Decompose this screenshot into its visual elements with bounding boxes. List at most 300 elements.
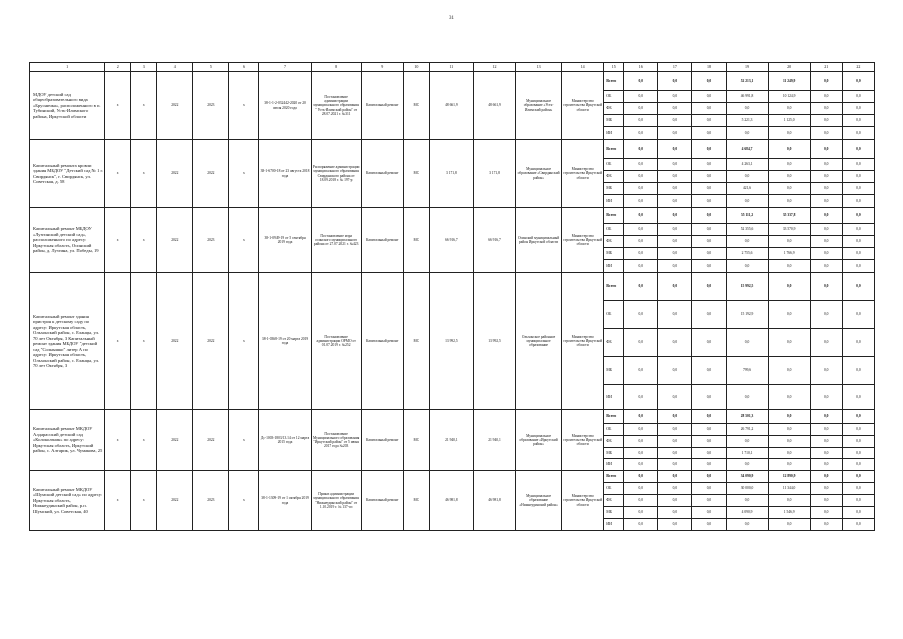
amount-cell: 0,0 xyxy=(842,159,874,171)
amount-cell: 0,0 xyxy=(726,260,768,273)
amount-cell: 0,0 xyxy=(658,171,692,183)
amount-cell: 799,6 xyxy=(726,357,768,385)
end-year: 2022 xyxy=(193,410,229,471)
amount-cell: 0,0 xyxy=(658,357,692,385)
col-2: х xyxy=(105,140,131,208)
header-cell: 15 xyxy=(604,63,624,72)
amount-cell: 0,0 xyxy=(768,410,810,424)
amount-cell: 0,0 xyxy=(624,91,658,103)
header-cell: 18 xyxy=(692,63,726,72)
investment-program-table xyxy=(29,62,875,531)
header-cell: 3 xyxy=(131,63,157,72)
amount-cell: 0,0 xyxy=(692,448,726,459)
estimated-cost: 48 661,9 xyxy=(429,72,473,140)
table-row xyxy=(30,273,875,301)
ownership-form: МС xyxy=(403,471,429,531)
amount-cell: 11 344,0 xyxy=(768,483,810,495)
amount-cell: 0,0 xyxy=(658,115,692,127)
amount-cell: 0,0 xyxy=(810,159,842,171)
amount-cell: 0,0 xyxy=(658,385,692,410)
funding-source: ФБ xyxy=(604,436,624,448)
amount-cell: 0,0 xyxy=(768,329,810,357)
object-name: Капитальный ремонт МКДОУ Алдарасский детский сад «Колокольчик» по адресу: Иркутская область, Иркутский район, с. Алтарик, ул. Чумакова, 25 xyxy=(30,410,105,471)
col-6: х xyxy=(229,140,259,208)
amount-cell: 15 992,5 xyxy=(726,273,768,301)
work-type: Капитальный ремонт xyxy=(361,410,403,471)
amount-cell: 1 710,1 xyxy=(726,448,768,459)
amount-cell: 0,0 xyxy=(658,72,692,91)
start-year: 2022 xyxy=(157,140,193,208)
amount-cell: 0,0 xyxy=(624,236,658,248)
remaining-cost: 3 171,8 xyxy=(473,140,515,208)
start-year: 2022 xyxy=(157,273,193,410)
amount-cell: 0,0 xyxy=(692,260,726,273)
amount-cell: 0,0 xyxy=(692,424,726,436)
amount-cell: 0,0 xyxy=(768,140,810,159)
amount-cell: 0,0 xyxy=(658,248,692,260)
remaining-cost: 21 940,1 xyxy=(473,410,515,471)
amount-cell: 0,0 xyxy=(842,224,874,236)
amount-cell: 0,0 xyxy=(658,183,692,195)
amount-cell: 0,0 xyxy=(624,195,658,208)
amount-cell: 0,0 xyxy=(658,424,692,436)
amount-cell: 0,0 xyxy=(810,507,842,519)
amount-cell: 0,0 xyxy=(810,248,842,260)
amount-cell: 0,0 xyxy=(842,260,874,273)
amount-cell: 0,0 xyxy=(692,507,726,519)
table-row xyxy=(30,471,875,483)
start-year: 2022 xyxy=(157,410,193,471)
amount-cell: 0,0 xyxy=(842,471,874,483)
amount-cell: 35 337,8 xyxy=(768,208,810,224)
funding-source: МБ xyxy=(604,448,624,459)
amount-cell: 0,0 xyxy=(624,248,658,260)
end-year: 2023 xyxy=(193,208,229,273)
amount-cell: 0,0 xyxy=(810,140,842,159)
amount-cell: 0,0 xyxy=(658,127,692,140)
amount-cell: 0,0 xyxy=(658,471,692,483)
estimated-cost: 3 171,8 xyxy=(429,140,473,208)
amount-cell: 0,0 xyxy=(810,519,842,531)
amount-cell: 0,0 xyxy=(692,208,726,224)
funding-source: МБ xyxy=(604,248,624,260)
amount-cell: 0,0 xyxy=(624,103,658,115)
amount-cell: 0,0 xyxy=(810,459,842,471)
customer: Муниципальное образование «Нижнеудинский район» xyxy=(516,471,562,531)
amount-cell: 0,0 xyxy=(624,483,658,495)
amount-cell: 0,0 xyxy=(768,195,810,208)
amount-cell: 4 684,7 xyxy=(726,140,768,159)
amount-cell: 0,0 xyxy=(692,329,726,357)
expertise-conclusion: Дс-1003-1803/13.14 от 12 марта 2015 года xyxy=(259,410,311,471)
col-2: х xyxy=(105,471,131,531)
decision-document: Приказ администрации муниципального образования "Нижнеудинский район" от 1.10.2019 г. № 137-сп xyxy=(311,471,361,531)
col-6: х xyxy=(229,410,259,471)
amount-cell: 55 111,2 xyxy=(726,208,768,224)
funding-source: ИИ xyxy=(604,195,624,208)
amount-cell: 0,0 xyxy=(768,519,810,531)
header-cell: 20 xyxy=(768,63,810,72)
amount-cell: 0,0 xyxy=(624,224,658,236)
amount-cell: 0,0 xyxy=(692,385,726,410)
amount-cell: 0,0 xyxy=(810,273,842,301)
ownership-form: МС xyxy=(403,410,429,471)
amount-cell: 0,0 xyxy=(842,483,874,495)
amount-cell: 0,0 xyxy=(842,115,874,127)
amount-cell: 0,0 xyxy=(726,171,768,183)
amount-cell: 0,0 xyxy=(692,236,726,248)
amount-cell: 0,0 xyxy=(658,103,692,115)
amount-cell: 0,0 xyxy=(624,410,658,424)
expertise-conclusion: 38-1-6700-18 от 23 августа 2018 года xyxy=(259,140,311,208)
funding-source: ФБ xyxy=(604,236,624,248)
amount-cell: 0,0 xyxy=(810,357,842,385)
amount-cell: 52 213,1 xyxy=(726,72,768,91)
amount-cell: 0,0 xyxy=(810,436,842,448)
amount-cell: 0,0 xyxy=(624,171,658,183)
funding-source: МБ xyxy=(604,115,624,127)
amount-cell: 0,0 xyxy=(810,483,842,495)
amount-cell: 0,0 xyxy=(658,236,692,248)
ownership-form: МС xyxy=(403,72,429,140)
amount-cell: 0,0 xyxy=(692,495,726,507)
amount-cell: 0,0 xyxy=(810,103,842,115)
amount-cell: 0,0 xyxy=(842,519,874,531)
funding-source: Всего xyxy=(604,410,624,424)
amount-cell: 52 355,6 xyxy=(726,224,768,236)
col-3: х xyxy=(131,471,157,531)
amount-cell: 0,0 xyxy=(842,183,874,195)
header-cell: 7 xyxy=(259,63,311,72)
funding-source: ОБ xyxy=(604,301,624,329)
amount-cell: 0,0 xyxy=(842,103,874,115)
header-cell: 1 xyxy=(30,63,105,72)
funding-source: ОБ xyxy=(604,224,624,236)
amount-cell: 0,0 xyxy=(692,103,726,115)
amount-cell: 0,0 xyxy=(842,448,874,459)
amount-cell: 4 090,9 xyxy=(726,507,768,519)
amount-cell: 0,0 xyxy=(624,301,658,329)
amount-cell: 0,0 xyxy=(692,171,726,183)
funding-source: Всего xyxy=(604,471,624,483)
col-6: х xyxy=(229,72,259,140)
ownership-form: МС xyxy=(403,140,429,208)
header-cell: 22 xyxy=(842,63,874,72)
header-cell: 12 xyxy=(473,63,515,72)
funding-source: ИИ xyxy=(604,385,624,410)
amount-cell: 0,0 xyxy=(842,424,874,436)
funding-source: ОБ xyxy=(604,424,624,436)
amount-cell: 0,0 xyxy=(768,273,810,301)
amount-cell: 0,0 xyxy=(810,471,842,483)
amount-cell: 10 124,9 xyxy=(768,91,810,103)
col-3: х xyxy=(131,410,157,471)
ministry: Министерство строительства Иркутской области xyxy=(562,208,604,273)
remaining-cost: 13 992,5 xyxy=(473,273,515,410)
table-row xyxy=(30,72,875,91)
end-year: 2023 xyxy=(193,72,229,140)
amount-cell: 0,0 xyxy=(658,436,692,448)
amount-cell: 0,0 xyxy=(810,385,842,410)
header-cell: 2 xyxy=(105,63,131,72)
funding-source: ОБ xyxy=(604,483,624,495)
expertise-conclusion: 38-1-1309-19 от 1 октября 2019 года xyxy=(259,471,311,531)
amount-cell: 421,6 xyxy=(726,183,768,195)
amount-cell: 0,0 xyxy=(624,140,658,159)
amount-cell: 0,0 xyxy=(768,448,810,459)
amount-cell: 0,0 xyxy=(842,171,874,183)
amount-cell: 0,0 xyxy=(692,127,726,140)
amount-cell: 0,0 xyxy=(842,459,874,471)
funding-source: Всего xyxy=(604,208,624,224)
amount-cell: 0,0 xyxy=(726,519,768,531)
amount-cell: 0,0 xyxy=(692,159,726,171)
amount-cell: 0,0 xyxy=(624,448,658,459)
amount-cell: 26 791,2 xyxy=(726,424,768,436)
amount-cell: 0,0 xyxy=(810,424,842,436)
amount-cell: 0,0 xyxy=(658,195,692,208)
work-type: Капитальный ремонт xyxy=(361,471,403,531)
amount-cell: 0,0 xyxy=(624,72,658,91)
expertise-conclusion: 38-1-1-2-032442-2020 от 20 июля 2020 года xyxy=(259,72,311,140)
amount-cell: 1 125,0 xyxy=(768,115,810,127)
amount-cell: 0,0 xyxy=(768,183,810,195)
amount-cell: 0,0 xyxy=(692,436,726,448)
ownership-form: МС xyxy=(403,273,429,410)
object-name: Капитальный ремонт МБДОУ «Лузгинский детский сад», расположенного по адресу: Иркутская область, Осинский район, д. Лузгина, ул. Победы, 19 xyxy=(30,208,105,273)
ministry: Министерство строительства Иркутской области xyxy=(562,72,604,140)
object-name: Капитальный ремонт здания пристроя к детскому саду по адресу: Иркутская область, Ольхонский район, с. Еланцы, ул. 70 лет Октября, 3 Капитальный ремонт здания МБДОУ "детский сад "Солнышко" литер А по адресу: Иркутская область, Ольхонский район, с. Еланцы, ул. 70 лет Октября, 3 xyxy=(30,273,105,410)
amount-cell: 0,0 xyxy=(692,519,726,531)
amount-cell: 0,0 xyxy=(842,236,874,248)
amount-cell: 0,0 xyxy=(692,140,726,159)
customer: Осинский муниципальный район Иркутской области xyxy=(516,208,562,273)
amount-cell: 30 000,0 xyxy=(726,483,768,495)
funding-source: Всего xyxy=(604,72,624,91)
amount-cell: 0,0 xyxy=(842,357,874,385)
amount-cell: 0,0 xyxy=(658,301,692,329)
amount-cell: 0,0 xyxy=(658,159,692,171)
amount-cell: 0,0 xyxy=(768,385,810,410)
amount-cell: 0,0 xyxy=(726,103,768,115)
decision-document: Постановление администрации ОРМО от 01.07.2019 г. №252 xyxy=(311,273,361,410)
amount-cell: 0,0 xyxy=(842,329,874,357)
amount-cell: 0,0 xyxy=(658,208,692,224)
amount-cell: 0,0 xyxy=(842,248,874,260)
amount-cell: 0,0 xyxy=(658,273,692,301)
funding-source: МБ xyxy=(604,507,624,519)
amount-cell: 0,0 xyxy=(726,236,768,248)
amount-cell: 0,0 xyxy=(726,329,768,357)
funding-source: ИИ xyxy=(604,519,624,531)
header-cell: 14 xyxy=(562,63,604,72)
page-number: 31 xyxy=(449,16,454,21)
header-cell: 11 xyxy=(429,63,473,72)
remaining-cost: 66 916,7 xyxy=(473,208,515,273)
col-2: х xyxy=(105,72,131,140)
amount-cell: 0,0 xyxy=(658,410,692,424)
amount-cell: 0,0 xyxy=(810,495,842,507)
amount-cell: 0,0 xyxy=(842,273,874,301)
expertise-conclusion: 38-1-0949-19 от 5 сентября 2019 года xyxy=(259,208,311,273)
amount-cell: 0,0 xyxy=(692,459,726,471)
amount-cell: 1 546,9 xyxy=(768,507,810,519)
amount-cell: 0,0 xyxy=(842,385,874,410)
estimated-cost: 66 916,7 xyxy=(429,208,473,273)
header-row xyxy=(30,63,875,72)
col-6: х xyxy=(229,471,259,531)
amount-cell: 0,0 xyxy=(726,385,768,410)
amount-cell: 0,0 xyxy=(624,519,658,531)
header-cell: 6 xyxy=(229,63,259,72)
amount-cell: 0,0 xyxy=(810,224,842,236)
col-2: х xyxy=(105,273,131,410)
funding-source: ИИ xyxy=(604,459,624,471)
amount-cell: 0,0 xyxy=(726,127,768,140)
amount-cell: 0,0 xyxy=(692,471,726,483)
amount-cell: 0,0 xyxy=(692,273,726,301)
amount-cell: 0,0 xyxy=(658,140,692,159)
amount-cell: 0,0 xyxy=(624,127,658,140)
amount-cell: 0,0 xyxy=(810,195,842,208)
amount-cell: 46 991,8 xyxy=(726,91,768,103)
funding-source: ИИ xyxy=(604,127,624,140)
customer: Муниципальное образование «Иркутский район» xyxy=(516,410,562,471)
funding-source: ФБ xyxy=(604,103,624,115)
ministry: Министерство строительства Иркутской области xyxy=(562,410,604,471)
amount-cell: 11 249,9 xyxy=(768,72,810,91)
amount-cell: 4 263,1 xyxy=(726,159,768,171)
amount-cell: 33 570,9 xyxy=(768,224,810,236)
work-type: Капитальный ремонт xyxy=(361,140,403,208)
end-year: 2022 xyxy=(193,140,229,208)
amount-cell: 12 890,9 xyxy=(768,471,810,483)
customer: Муниципальное образование «Свирдянский район» xyxy=(516,140,562,208)
start-year: 2022 xyxy=(157,208,193,273)
amount-cell: 0,0 xyxy=(726,495,768,507)
amount-cell: 5 221,3 xyxy=(726,115,768,127)
header-cell: 10 xyxy=(403,63,429,72)
object-name: Капитальный ремонта кровли здания МБДОУ "Детский сад № 1 г. Свирдянск", г. Свирдянск, ул. Советская, д. 58 xyxy=(30,140,105,208)
header-cell: 8 xyxy=(311,63,361,72)
customer: Ольхонское районное муниципальное образование xyxy=(516,273,562,410)
amount-cell: 0,0 xyxy=(692,115,726,127)
amount-cell: 0,0 xyxy=(658,260,692,273)
ministry: Министерство строительства Иркутской области xyxy=(562,273,604,410)
col-2: х xyxy=(105,208,131,273)
amount-cell: 0,0 xyxy=(810,115,842,127)
amount-cell: 0,0 xyxy=(810,91,842,103)
amount-cell: 0,0 xyxy=(768,459,810,471)
amount-cell: 0,0 xyxy=(842,195,874,208)
amount-cell: 0,0 xyxy=(768,236,810,248)
amount-cell: 0,0 xyxy=(810,208,842,224)
amount-cell: 0,0 xyxy=(810,171,842,183)
end-year: 2022 xyxy=(193,273,229,410)
amount-cell: 0,0 xyxy=(658,483,692,495)
header-cell: 16 xyxy=(624,63,658,72)
customer: Муниципальное образование «Усть-Илимский район» xyxy=(516,72,562,140)
amount-cell: 0,0 xyxy=(842,91,874,103)
remaining-cost: 46 981,8 xyxy=(473,471,515,531)
amount-cell: 0,0 xyxy=(658,448,692,459)
amount-cell: 0,0 xyxy=(810,448,842,459)
table-row xyxy=(30,410,875,424)
end-year: 2023 xyxy=(193,471,229,531)
amount-cell: 0,0 xyxy=(624,424,658,436)
amount-cell: 0,0 xyxy=(810,127,842,140)
start-year: 2022 xyxy=(157,471,193,531)
work-type: Капитальный ремонт xyxy=(361,72,403,140)
amount-cell: 0,0 xyxy=(658,519,692,531)
amount-cell: 0,0 xyxy=(692,301,726,329)
amount-cell: 0,0 xyxy=(692,483,726,495)
amount-cell: 0,0 xyxy=(768,357,810,385)
col-3: х xyxy=(131,273,157,410)
funding-source: ФБ xyxy=(604,495,624,507)
header-cell: 13 xyxy=(516,63,562,72)
header-cell: 21 xyxy=(810,63,842,72)
amount-cell: 0,0 xyxy=(768,127,810,140)
header-cell: 5 xyxy=(193,63,229,72)
object-name: МДОУ детский сад общеобразовательного вида «Брусничка», расположенного в п. Тубинский, Усть-Илимского района, Иркутской области xyxy=(30,72,105,140)
amount-cell: 1 766,9 xyxy=(768,248,810,260)
decision-document: Постановление Муниципального образования "Иркутский район" от 5 июня 2017 года №203 xyxy=(311,410,361,471)
amount-cell: 0,0 xyxy=(624,436,658,448)
amount-cell: 0,0 xyxy=(842,507,874,519)
estimated-cost: 46 981,8 xyxy=(429,471,473,531)
amount-cell: 0,0 xyxy=(842,72,874,91)
funding-source: Всего xyxy=(604,273,624,301)
decision-document: Распоряжение администрации муниципального образования Свирдянского района от 18.09.2018 г. № 197-р xyxy=(311,140,361,208)
estimated-cost: 21 940,1 xyxy=(429,410,473,471)
header-cell: 19 xyxy=(726,63,768,72)
amount-cell: 0,0 xyxy=(624,495,658,507)
amount-cell: 0,0 xyxy=(768,301,810,329)
amount-cell: 0,0 xyxy=(726,436,768,448)
amount-cell: 0,0 xyxy=(624,260,658,273)
amount-cell: 0,0 xyxy=(692,410,726,424)
table-row xyxy=(30,208,875,224)
amount-cell: 0,0 xyxy=(658,459,692,471)
amount-cell: 0,0 xyxy=(692,91,726,103)
amount-cell: 0,0 xyxy=(624,385,658,410)
amount-cell: 0,0 xyxy=(624,183,658,195)
amount-cell: 0,0 xyxy=(658,224,692,236)
start-year: 2022 xyxy=(157,72,193,140)
ministry: Министерство строительства Иркутской области xyxy=(562,471,604,531)
amount-cell: 0,0 xyxy=(624,329,658,357)
col-2: х xyxy=(105,410,131,471)
col-3: х xyxy=(131,140,157,208)
amount-cell: 0,0 xyxy=(768,171,810,183)
header-cell: 9 xyxy=(361,63,403,72)
amount-cell: 0,0 xyxy=(624,273,658,301)
amount-cell: 0,0 xyxy=(768,424,810,436)
amount-cell: 0,0 xyxy=(842,127,874,140)
amount-cell: 0,0 xyxy=(624,208,658,224)
amount-cell: 0,0 xyxy=(842,410,874,424)
amount-cell: 0,0 xyxy=(658,91,692,103)
funding-source: МБ xyxy=(604,357,624,385)
amount-cell: 28 501,3 xyxy=(726,410,768,424)
ownership-form: МС xyxy=(403,208,429,273)
amount-cell: 0,0 xyxy=(624,459,658,471)
amount-cell: 0,0 xyxy=(768,159,810,171)
funding-source: ФБ xyxy=(604,329,624,357)
amount-cell: 0,0 xyxy=(624,507,658,519)
amount-cell: 0,0 xyxy=(810,260,842,273)
